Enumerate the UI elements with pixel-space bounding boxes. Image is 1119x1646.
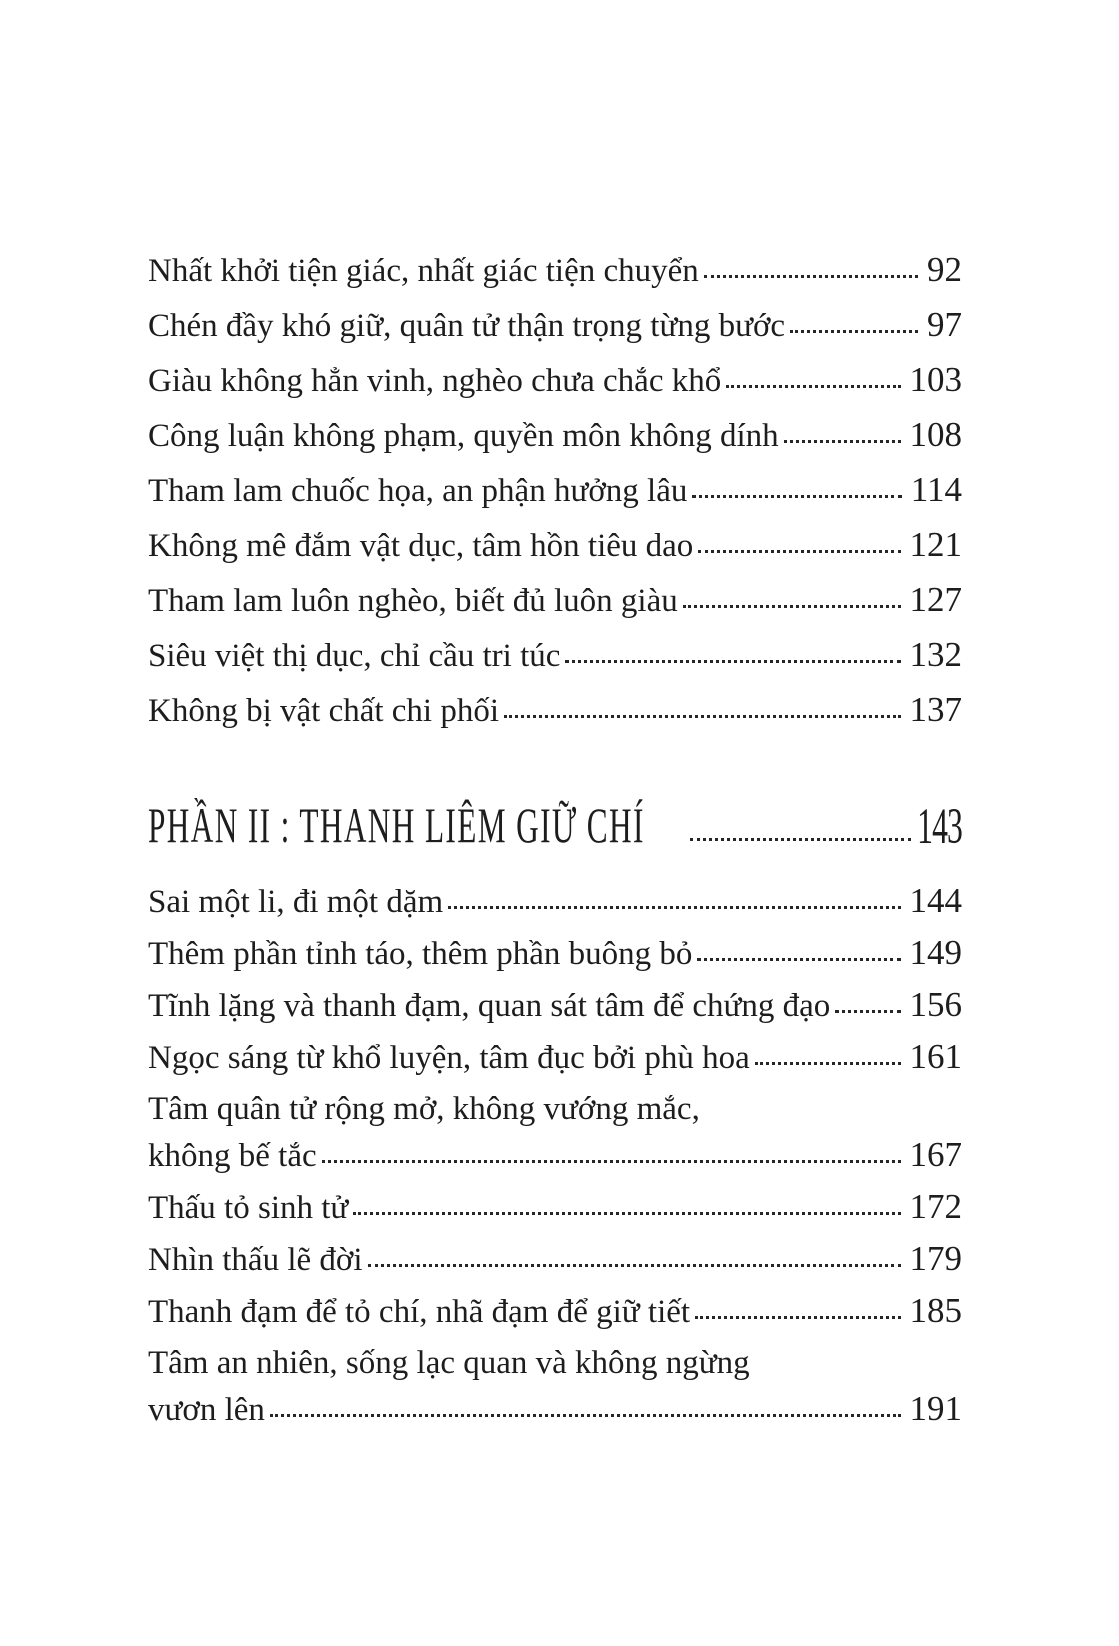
entry-page-number: 132 [909, 635, 962, 674]
toc-entry [148, 878, 962, 925]
toc-entry [148, 353, 962, 408]
entry-title: Nhìn thấu lẽ đời [148, 1242, 363, 1278]
entry-title: Tham lam luôn nghèo, biết đủ luôn giàu [148, 583, 678, 619]
entry-title: Siêu việt thị dục, chỉ cầu tri túc [148, 638, 561, 674]
entry-page-number: 191 [909, 1389, 962, 1428]
entry-page-number: 172 [909, 1187, 962, 1226]
dot-leader [704, 274, 918, 278]
dot-leader [692, 494, 901, 498]
dot-leader [755, 1061, 901, 1065]
dot-leader [697, 957, 900, 961]
entry-title: Thấu tỏ sinh tử [148, 1190, 349, 1226]
toc-entry [148, 683, 962, 738]
entry-page-number: 185 [909, 1291, 962, 1330]
toc-part1-entries [148, 243, 962, 738]
toc-entry [148, 628, 962, 683]
dot-leader [322, 1159, 901, 1163]
toc-entry [148, 573, 962, 628]
entry-page-number: 149 [909, 933, 962, 972]
entry-title: Không mê đắm vật dục, tâm hồn tiêu dao [148, 528, 694, 564]
entry-title: Tĩnh lặng và thanh đạm, quan sát tâm để chứng đạo [148, 988, 831, 1024]
toc-part2-entries [148, 878, 962, 1433]
toc-entry [148, 982, 962, 1029]
entry-page-number: 121 [909, 525, 962, 564]
entry-title: Tham lam chuốc họa, an phận hưởng lâu [148, 473, 688, 509]
entry-title: Ngọc sáng từ khổ luyện, tâm đục bởi phù hoa [148, 1040, 750, 1076]
toc-entry [148, 518, 962, 573]
entry-title: Sai một li, đi một dặm [148, 884, 444, 920]
toc-entry [148, 243, 962, 298]
entry-page-number: 114 [910, 470, 962, 509]
toc-entry [148, 408, 962, 463]
toc-entry [148, 298, 962, 353]
entry-title: Không bị vật chất chi phối [148, 693, 500, 729]
entry-page-number: 179 [909, 1239, 962, 1278]
toc-content [148, 243, 962, 1438]
dot-leader [690, 837, 911, 841]
entry-title: Nhất khởi tiện giác, nhất giác tiện chuyển [148, 253, 699, 289]
entry-title-line1: Tâm quân tử rộng mở, không vướng mắc, [148, 1091, 700, 1127]
entry-page-number: 156 [909, 985, 962, 1024]
entry-title: Thanh đạm để tỏ chí, nhã đạm để giữ tiết [148, 1294, 691, 1330]
entry-title: Chén đầy khó giữ, quân tử thận trọng từng bước [148, 308, 786, 344]
toc-entry [148, 1236, 962, 1283]
toc-entry [148, 1340, 962, 1433]
entry-title: Công luận không phạm, quyền môn không dính [148, 418, 779, 454]
dot-leader [504, 714, 900, 718]
entry-page-number: 161 [909, 1037, 962, 1076]
dot-leader [695, 1315, 900, 1319]
dot-leader [835, 1009, 900, 1013]
dot-leader [726, 384, 900, 388]
part2-heading-row [148, 798, 962, 862]
toc-entry [148, 930, 962, 977]
dot-leader [448, 905, 900, 909]
entry-page-number: 97 [927, 305, 962, 344]
dot-leader [353, 1211, 900, 1215]
entry-title-line2: vươn lên [148, 1392, 265, 1428]
toc-entry [148, 1086, 962, 1179]
dot-leader [368, 1263, 901, 1267]
dot-leader [565, 659, 900, 663]
entry-title: Giàu không hẳn vinh, nghèo chưa chắc khổ [148, 363, 722, 399]
entry-page-number: 144 [909, 881, 962, 920]
dot-leader [784, 439, 901, 443]
toc-entry [148, 1184, 962, 1231]
entry-page-number: 103 [909, 360, 962, 399]
toc-entry [148, 463, 962, 518]
entry-page-number: 92 [927, 250, 962, 289]
toc-entry [148, 1034, 962, 1081]
entry-page-number: 167 [909, 1135, 962, 1174]
entry-title-line1: Tâm an nhiên, sống lạc quan và không ngừng [148, 1345, 750, 1381]
toc-entry [148, 1288, 962, 1335]
dot-leader [683, 604, 901, 608]
part2-heading: PHẦN II : THANH LIÊM GIỮ CHÍ [148, 799, 645, 854]
entry-title-line2: không bế tắc [148, 1138, 317, 1174]
entry-page-number: 127 [909, 580, 962, 619]
part2-heading-page-number: 143 [917, 798, 962, 855]
dot-leader [698, 549, 900, 553]
entry-page-number: 108 [909, 415, 962, 454]
dot-leader [270, 1413, 901, 1417]
dot-leader [790, 329, 918, 333]
entry-title: Thêm phần tỉnh táo, thêm phần buông bỏ [148, 936, 693, 972]
entry-page-number: 137 [909, 690, 962, 729]
